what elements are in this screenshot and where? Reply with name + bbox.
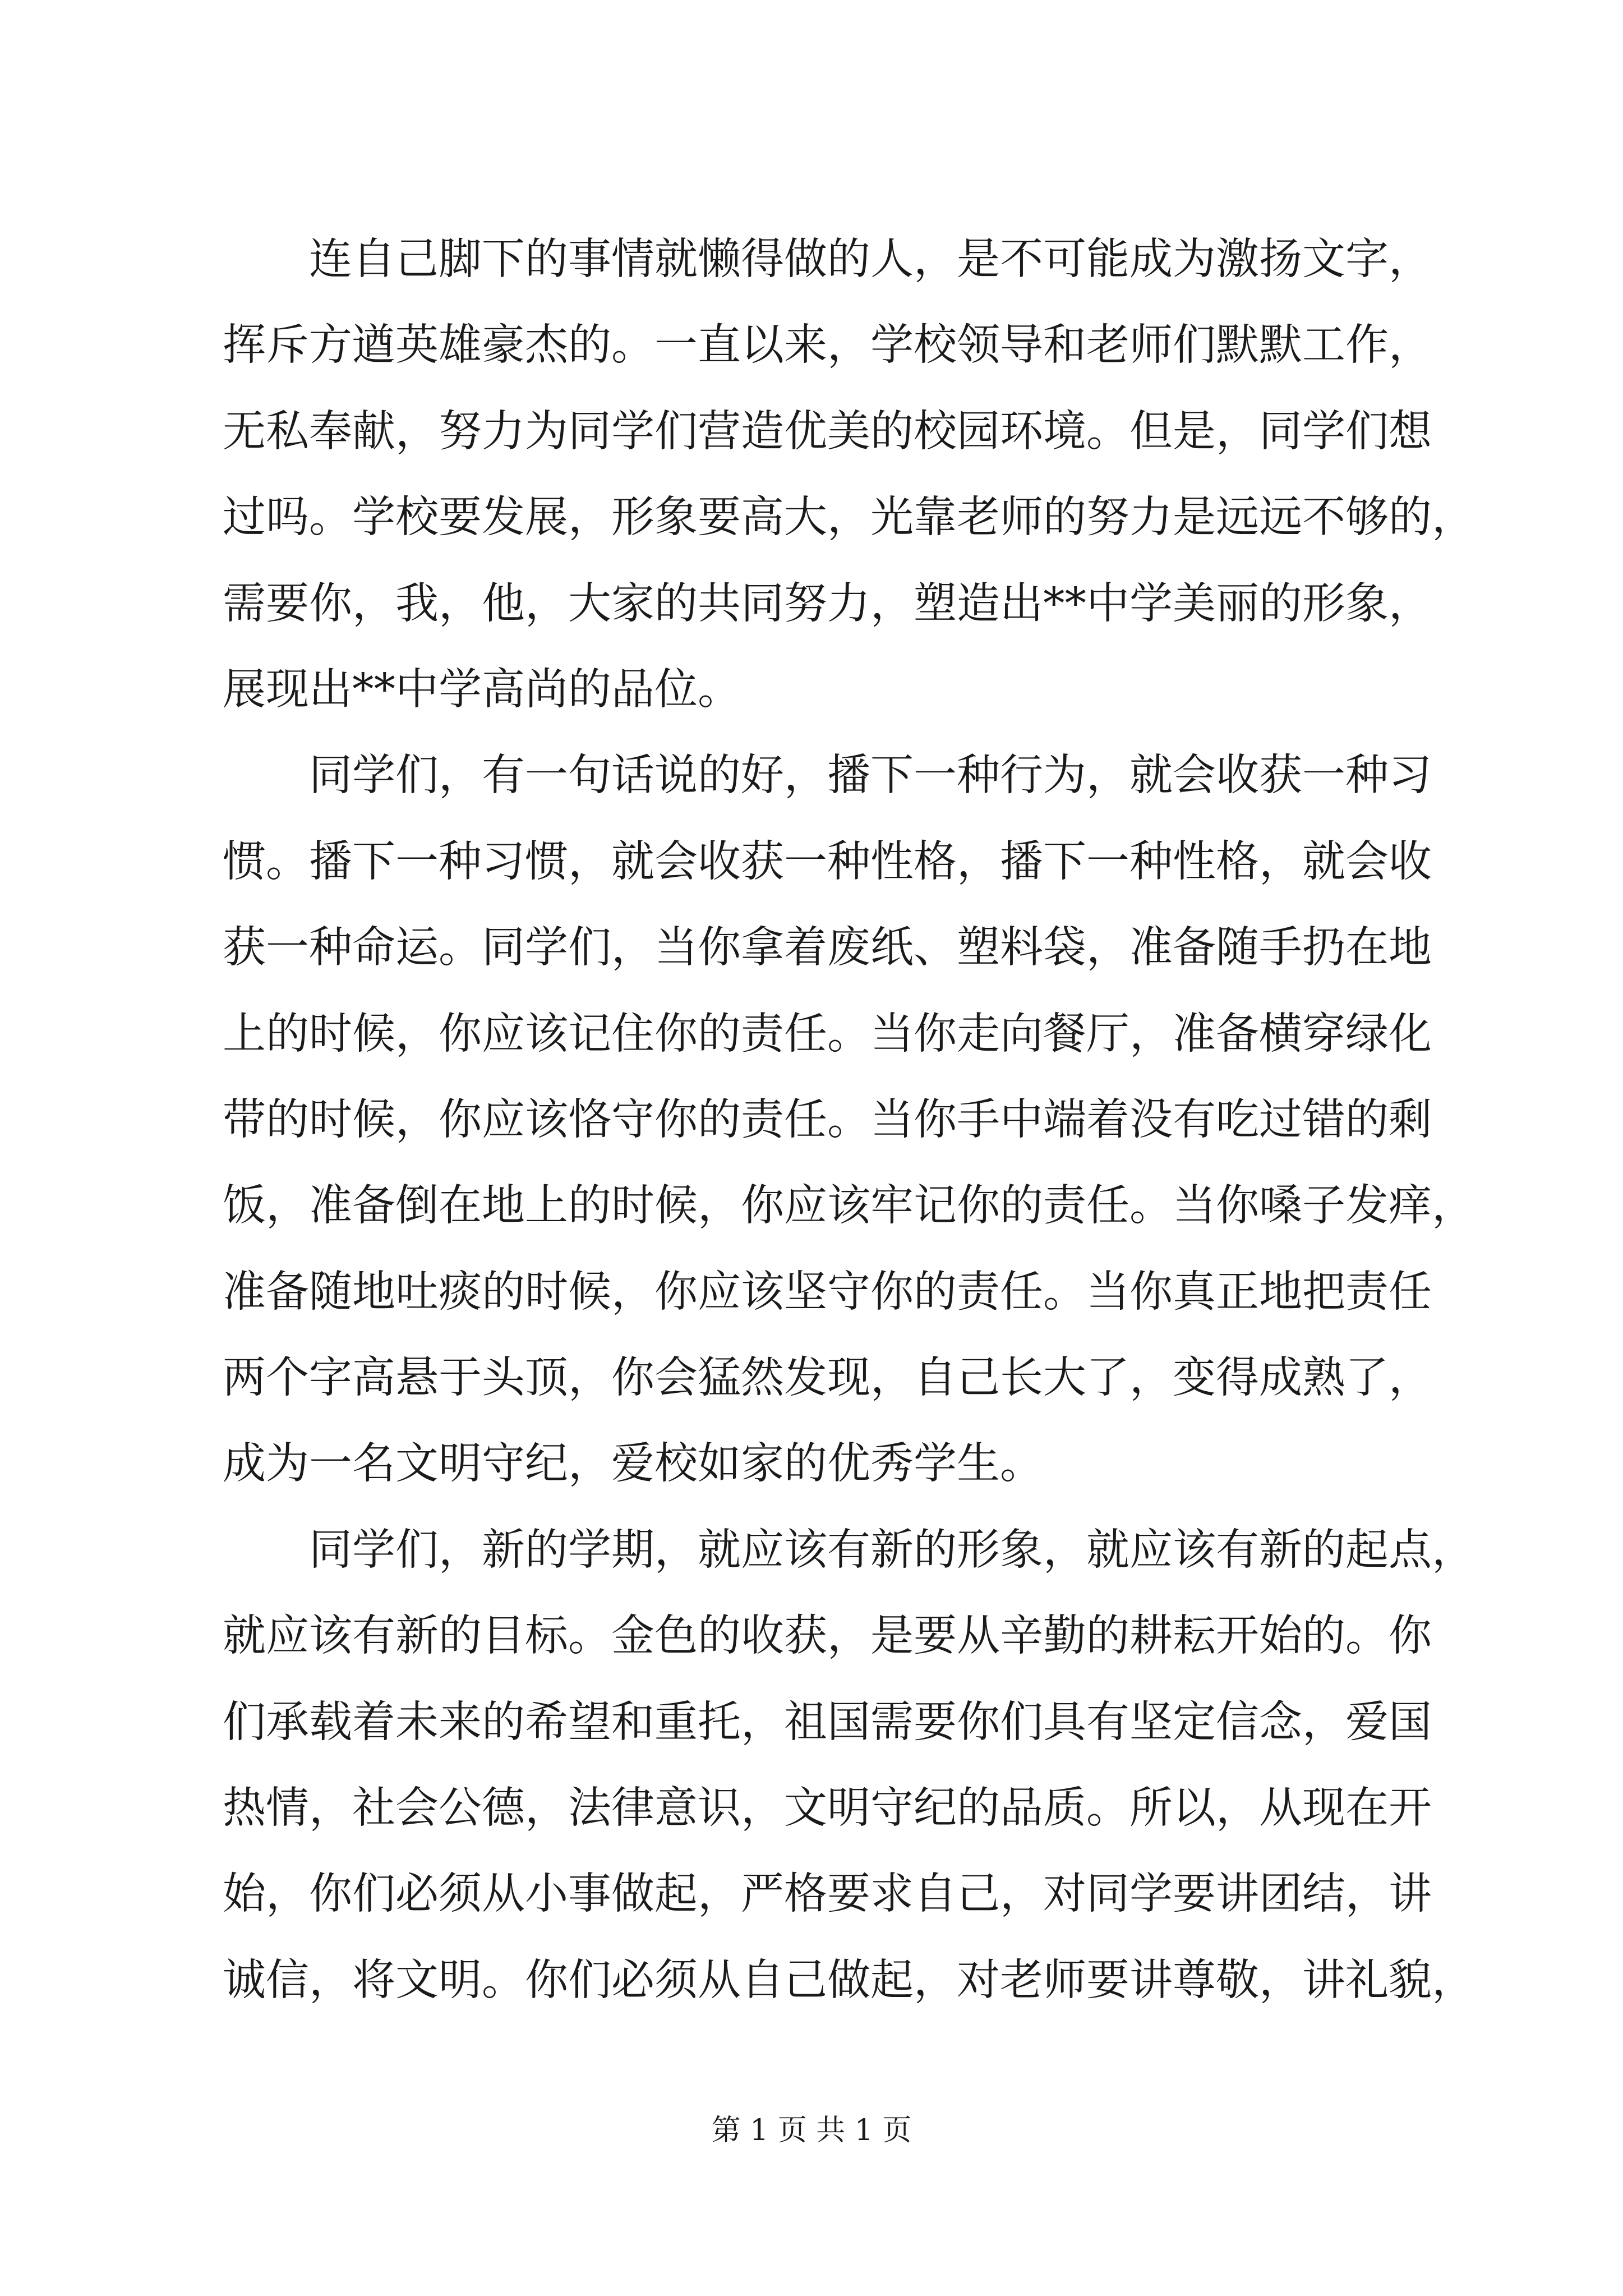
- text-line: 准备随地吐痰的时候，你应该坚守你的责任。当你真正地把责任: [223, 1267, 1432, 1317]
- text-line: 热情，社会公德，法律意识，文明守纪的品质。所以，从现在开: [223, 1783, 1432, 1834]
- text-line: 展现出**中学高尚的品位。: [223, 664, 741, 715]
- text-line: 们承载着未来的希望和重托，祖国需要你们具有坚定信念，爱国: [223, 1697, 1432, 1747]
- text-line: 诚信，将文明。你们必须从自己做起，对老师要讲尊敬，讲礼貌，: [223, 1955, 1475, 2005]
- text-line: 始，你们必须从小事做起，严格要求自己，对同学要讲团结，讲: [223, 1869, 1432, 1920]
- text-line: 饭，准备倒在地上的时候，你应该牢记你的责任。当你嗓子发痒，: [223, 1181, 1475, 1231]
- text-line: 带的时候，你应该恪守你的责任。当你手中端着没有吃过错的剩: [223, 1094, 1432, 1145]
- text-line: 挥斥方遒英雄豪杰的。一直以来，学校领导和老师们默默工作，: [223, 320, 1432, 371]
- document-body: [223, 217, 1475, 2023]
- text-line: 连自己脚下的事情就懒得做的人，是不可能成为激扬文字，: [309, 234, 1432, 284]
- text-line: 两个字高悬于头顶，你会猛然发现，自己长大了，变得成熟了，: [223, 1353, 1432, 1404]
- text-line: 成为一名文明守纪，爱校如家的优秀学生。: [223, 1439, 1043, 1489]
- text-line: 就应该有新的目标。金色的收获，是要从辛勤的耕耘开始的。你: [223, 1611, 1432, 1662]
- text-line: 过吗。学校要发展，形象要高大，光靠老师的努力是远远不够的，: [223, 493, 1475, 543]
- text-line: 同学们，有一句话说的好，播下一种行为，就会收获一种习: [309, 751, 1432, 801]
- text-line: 惯。播下一种习惯，就会收获一种性格，播下一种性格，就会收: [223, 836, 1432, 887]
- text-line: 需要你，我，他，大家的共同努力，塑造出**中学美丽的形象，: [223, 578, 1432, 629]
- text-line: 获一种命运。同学们，当你拿着废纸、塑料袋，准备随手扔在地: [223, 923, 1432, 973]
- text-line: 同学们，新的学期，就应该有新的形象，就应该有新的起点，: [309, 1525, 1475, 1575]
- text-line: 上的时候，你应该记住你的责任。当你走向餐厅，准备横穿绿化: [223, 1009, 1432, 1059]
- page-number-footer: 第 1 页 共 1 页: [711, 2114, 912, 2147]
- text-line: 无私奉献，努力为同学们营造优美的校园环境。但是，同学们想: [223, 406, 1432, 457]
